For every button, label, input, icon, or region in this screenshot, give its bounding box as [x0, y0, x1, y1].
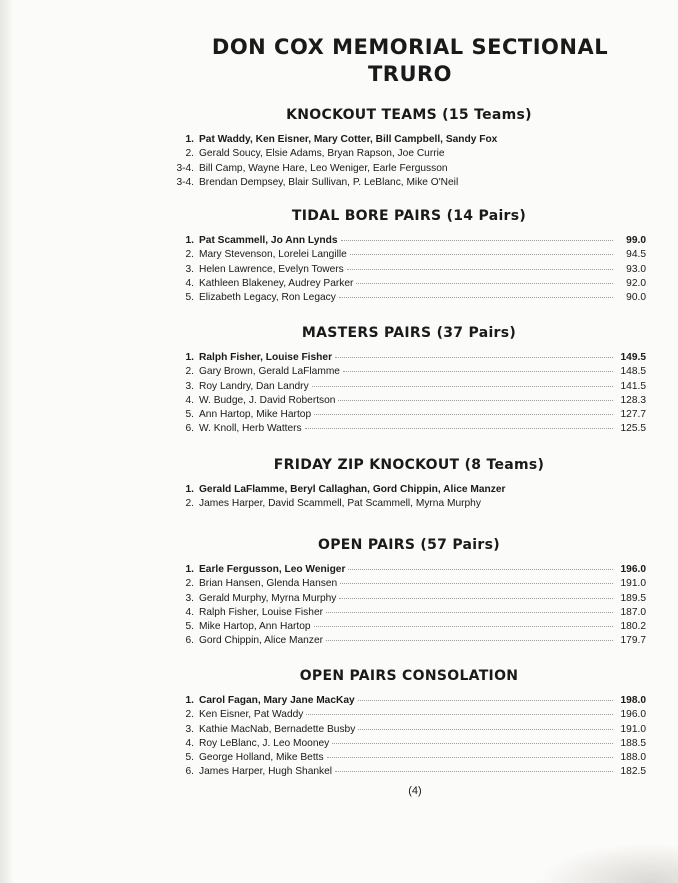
result-rank: 1. — [185, 564, 194, 575]
result-names: Earle Fergusson, Leo Weniger — [199, 564, 346, 575]
result-score: 196.0 — [620, 564, 646, 575]
result-names: Bill Camp, Wayne Hare, Leo Weniger, Earle Fergusson — [199, 162, 448, 174]
result-score: 127.7 — [620, 409, 646, 421]
section-knockout-teams — [172, 106, 646, 190]
result-names: Mike Hartop, Ann Hartop — [199, 621, 311, 633]
result-row — [172, 176, 646, 190]
result-rank: 6. — [185, 766, 194, 778]
dot-leader — [326, 612, 613, 613]
result-names: Pat Waddy, Ken Eisner, Mary Cotter, Bill Campbell, Sandy Fox — [199, 134, 498, 145]
result-row — [172, 563, 646, 577]
result-rank: 6. — [185, 423, 194, 435]
result-names: Ralph Fisher, Louise Fisher — [199, 352, 333, 363]
result-row — [172, 634, 646, 648]
result-row — [172, 765, 646, 779]
result-rank: 6. — [185, 635, 194, 647]
result-rank: 2. — [185, 366, 194, 378]
result-names: Ann Hartop, Mike Hartop — [199, 409, 312, 421]
result-score: 180.2 — [620, 621, 646, 633]
section-open-pairs — [172, 536, 646, 649]
result-score: 90.0 — [626, 292, 646, 304]
section-heading: OPEN PAIRS (57 Pairs) — [318, 537, 500, 553]
result-names: Brian Hansen, Glenda Hansen — [199, 578, 338, 590]
result-rank: 3. — [185, 263, 194, 275]
dot-leader — [327, 757, 613, 758]
result-rank: 3. — [185, 592, 194, 604]
result-names: Gerald Murphy, Myrna Murphy — [199, 592, 337, 604]
dot-leader — [348, 569, 613, 570]
dot-leader — [332, 743, 613, 744]
dot-leader — [343, 371, 613, 372]
result-score: 191.0 — [620, 578, 646, 590]
result-row — [172, 234, 646, 248]
result-rank: 5. — [185, 752, 194, 764]
result-names: W. Knoll, Herb Watters — [199, 423, 302, 435]
result-rank: 3-4. — [176, 162, 194, 174]
result-rank: 4. — [185, 737, 194, 749]
result-rank: 1. — [185, 695, 194, 706]
result-names: Brendan Dempsey, Blair Sullivan, P. LeBlanc, Mike O'Neil — [199, 176, 459, 188]
result-names: George Holland, Mike Betts — [199, 752, 324, 764]
result-score: 99.0 — [626, 235, 646, 246]
result-rank: 4. — [185, 394, 194, 406]
result-names: W. Budge, J. David Robertson — [199, 394, 336, 406]
result-rank: 1. — [185, 134, 194, 145]
result-names: Roy LeBlanc, J. Leo Mooney — [199, 737, 330, 749]
result-rank: 5. — [185, 409, 194, 421]
dot-leader — [356, 283, 613, 284]
result-row — [172, 277, 646, 291]
result-row — [172, 351, 646, 365]
result-score: 148.5 — [620, 366, 646, 378]
result-score: 196.0 — [620, 709, 646, 721]
section-tidal-bore-pairs — [172, 207, 646, 305]
result-score: 187.0 — [620, 606, 646, 618]
section-heading: OPEN PAIRS CONSOLATION — [299, 668, 519, 684]
page-edge-shadow — [0, 0, 14, 883]
result-names: James Harper, David Scammell, Pat Scammell, Myrna Murphy — [199, 498, 481, 510]
dot-leader — [305, 428, 613, 429]
result-rank: 3. — [185, 380, 194, 392]
corner-shadow — [538, 843, 678, 883]
section-masters-pairs — [172, 324, 646, 437]
result-score: 188.5 — [620, 737, 646, 749]
result-row — [172, 620, 646, 634]
result-row — [172, 291, 646, 305]
result-row — [172, 380, 646, 394]
result-rank: 1. — [185, 352, 194, 363]
dot-leader — [335, 357, 613, 358]
result-names: Pat Scammell, Jo Ann Lynds — [199, 235, 338, 246]
result-rank: 2. — [185, 498, 194, 510]
result-names: Gerald Soucy, Elsie Adams, Bryan Rapson, Joe Currie — [199, 148, 445, 160]
dot-leader — [314, 626, 613, 627]
result-row — [172, 422, 646, 436]
result-row — [172, 147, 646, 161]
result-rank: 2. — [185, 578, 194, 590]
result-row — [172, 263, 646, 277]
dot-leader — [339, 297, 613, 298]
dot-leader — [341, 240, 613, 241]
result-row — [172, 737, 646, 751]
section-heading: MASTERS PAIRS (37 Pairs) — [301, 325, 517, 341]
result-row — [172, 394, 646, 408]
result-row — [172, 592, 646, 606]
result-names: Kathleen Blakeney, Audrey Parker — [199, 277, 354, 289]
section-friday-zip-knockout — [172, 456, 646, 512]
dot-leader — [347, 269, 613, 270]
result-rank: 3-4. — [176, 176, 194, 188]
result-score: 191.0 — [620, 723, 646, 735]
result-score: 128.3 — [620, 394, 646, 406]
result-score: 189.5 — [620, 592, 646, 604]
result-rank: 5. — [185, 621, 194, 633]
dot-leader — [350, 254, 613, 255]
result-row — [172, 365, 646, 379]
result-rank: 4. — [185, 277, 194, 289]
result-score: 179.7 — [620, 635, 646, 647]
result-names: Ralph Fisher, Louise Fisher — [199, 606, 324, 618]
result-names: Gary Brown, Gerald LaFlamme — [199, 366, 340, 378]
result-score: 94.5 — [626, 249, 646, 261]
result-score: 141.5 — [620, 380, 646, 392]
result-names: Mary Stevenson, Lorelei Langille — [199, 249, 347, 261]
result-score: 188.0 — [620, 752, 646, 764]
result-row — [172, 248, 646, 262]
section-open-pairs-consolation — [172, 667, 646, 780]
result-names: Roy Landry, Dan Landry — [199, 380, 309, 392]
result-score: 198.0 — [620, 695, 646, 706]
result-row — [172, 708, 646, 722]
result-row — [172, 162, 646, 176]
result-names: Gord Chippin, Alice Manzer — [199, 635, 324, 647]
result-names: Gerald LaFlamme, Beryl Callaghan, Gord Chippin, Alice Manzer — [199, 484, 506, 495]
result-names: Elizabeth Legacy, Ron Legacy — [199, 292, 336, 304]
page-number: (4) — [408, 785, 422, 797]
result-row — [172, 723, 646, 737]
result-names: Carol Fagan, Mary Jane MacKay — [199, 695, 355, 706]
section-heading: TIDAL BORE PAIRS (14 Pairs) — [291, 208, 527, 224]
dot-leader — [340, 583, 613, 584]
dot-leader — [312, 386, 613, 387]
result-row — [172, 577, 646, 591]
result-rank: 3. — [185, 723, 194, 735]
result-score: 93.0 — [626, 263, 646, 275]
result-row — [172, 606, 646, 620]
result-row — [172, 751, 646, 765]
dot-leader — [358, 729, 613, 730]
dot-leader — [339, 598, 613, 599]
result-rank: 1. — [185, 235, 194, 246]
result-rank: 2. — [185, 709, 194, 721]
result-rank: 1. — [185, 484, 194, 495]
dot-leader — [326, 640, 613, 641]
result-row — [172, 408, 646, 422]
result-score: 125.5 — [620, 423, 646, 435]
result-names: Helen Lawrence, Evelyn Towers — [199, 263, 344, 275]
dot-leader — [335, 771, 613, 772]
result-score: 182.5 — [620, 766, 646, 778]
result-rank: 2. — [185, 148, 194, 160]
result-row — [172, 133, 646, 147]
result-rank: 2. — [185, 249, 194, 261]
title-line-2: TRURO — [367, 62, 453, 86]
section-heading: FRIDAY ZIP KNOCKOUT (8 Teams) — [273, 457, 545, 473]
result-score: 149.5 — [620, 352, 646, 363]
result-names: James Harper, Hugh Shankel — [199, 766, 333, 778]
title-line-1: DON COX MEMORIAL SECTIONAL — [211, 35, 609, 59]
result-row — [172, 483, 646, 497]
dot-leader — [314, 414, 613, 415]
result-rank: 5. — [185, 292, 194, 304]
dot-leader — [306, 714, 613, 715]
dot-leader — [338, 400, 613, 401]
result-score: 92.0 — [626, 277, 646, 289]
result-names: Kathie MacNab, Bernadette Busby — [199, 723, 356, 735]
dot-leader — [358, 700, 613, 701]
section-heading: KNOCKOUT TEAMS (15 Teams) — [286, 107, 532, 123]
result-row — [172, 694, 646, 708]
result-row — [172, 497, 646, 511]
result-names: Ken Eisner, Pat Waddy — [199, 709, 304, 721]
result-rank: 4. — [185, 606, 194, 618]
